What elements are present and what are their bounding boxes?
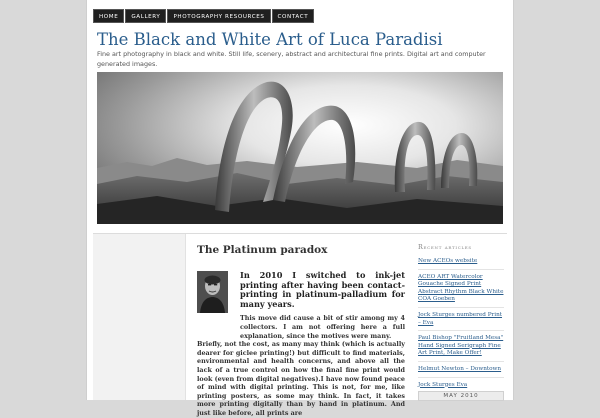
nav-home[interactable]: HOME <box>93 9 124 23</box>
list-item <box>418 311 504 331</box>
portrait-photo <box>197 271 228 313</box>
recent-article-link[interactable]: Helmut Newton – Downtown <box>418 365 502 372</box>
author-portrait-image <box>197 271 228 313</box>
list-item <box>418 334 504 362</box>
main-nav <box>93 9 314 23</box>
recent-article-link[interactable]: New ACEOs website <box>418 258 478 264</box>
site-title[interactable]: The Black and White Art of Luca Paradisi <box>97 30 443 49</box>
recent-article-link[interactable]: Jock Sturges Eva <box>418 381 468 388</box>
nav-photography-resources[interactable]: PHOTOGRAPHY RESOURCES <box>167 9 270 23</box>
post-body: Briefly, not the cost, as many may think (which is actually dearer for giclee printing!) but difficult to find materials, environmental and health concerns, and above all the lack of a true control on how the final fine print would look (even from digital negatives).I have now found peace of mind with digital printing. This is not, for me, like printing posters, as some may think. In fact, it takes more printing digitally than by hand in platinum. And just like before, all prints are <box>197 340 405 417</box>
site-description: Fine art photography in black and white. Still life, scenery, abstract and architectural fine prints. Digital art and computer generated images. <box>97 50 486 68</box>
left-column <box>93 234 186 400</box>
calendar-month-header: MAY 2010 <box>418 391 504 401</box>
post-body-intro: This move did cause a bit of stir among my 4 collectors. I am not offering here a full explanation, since the motives were many. <box>240 314 405 340</box>
recent-article-link[interactable]: Jock Sturges numbered Print – Eva <box>418 311 503 326</box>
sidebar <box>418 243 504 396</box>
nav-contact[interactable]: CONTACT <box>272 9 315 23</box>
recent-articles-heading: Recent articles <box>418 243 472 251</box>
list-item <box>418 257 504 270</box>
header-banner-image <box>97 72 503 224</box>
post-content <box>197 271 405 418</box>
recent-article-link[interactable]: Paul Bishop "Fruitland Mesa" Hand Signed Serigraph Fine Art Print, Make Offer! <box>418 335 504 357</box>
arches-landscape-image <box>97 72 503 224</box>
recent-article-link[interactable]: ACEO ART Watercolor Gouache Signed Print Abstract Rhythm Black White COA Goeben <box>418 273 504 303</box>
recent-articles-list <box>418 257 504 393</box>
post-title[interactable]: The Platinum paradox <box>197 244 328 256</box>
list-item <box>418 273 504 308</box>
list-item <box>418 365 504 378</box>
post-lead: In 2010 I switched to ink-jet printing after having been contact-printing in platinum-palladium for many years. <box>240 270 405 309</box>
nav-gallery[interactable]: GALLERY <box>125 9 166 23</box>
